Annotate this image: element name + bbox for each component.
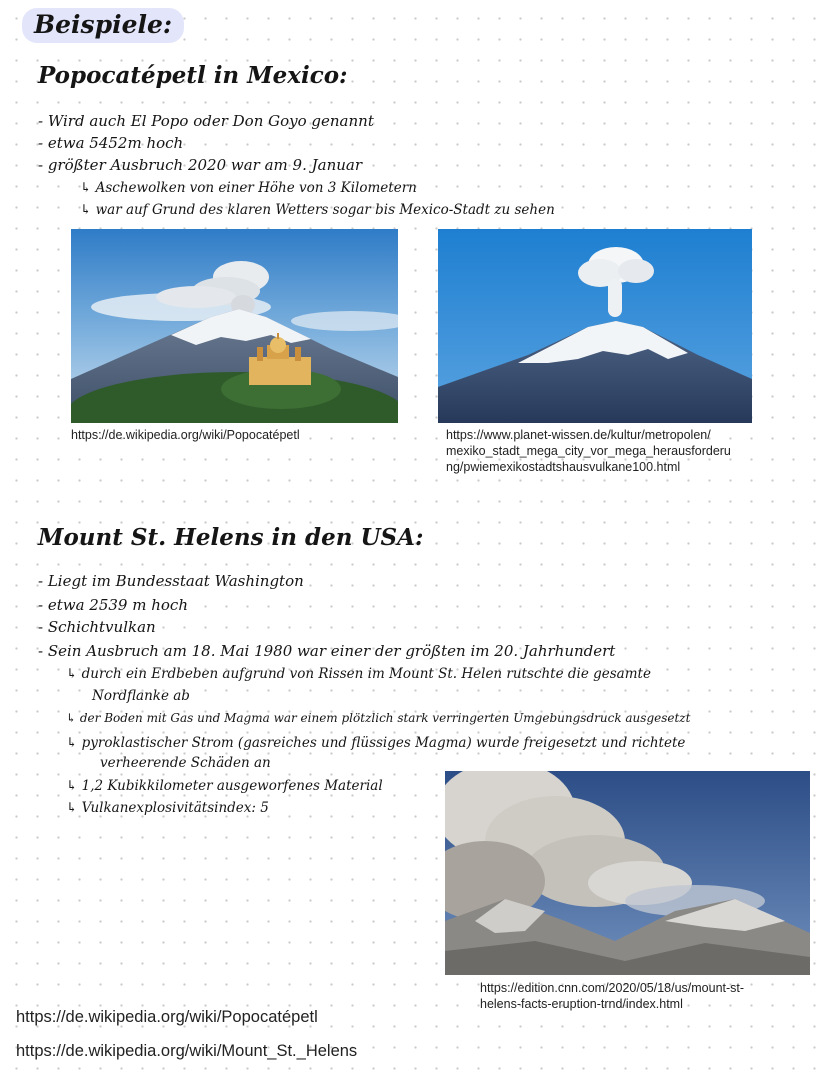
helens-sub-3-cont: verheerende Schäden an xyxy=(100,755,271,771)
helens-bullet-1: - Liegt im Bundesstaat Washington xyxy=(38,572,304,590)
popo-heading: Popocatépetl in Mexico: xyxy=(38,62,348,89)
helens-sub-1-cont: Nordflanke ab xyxy=(92,688,190,704)
popo-bullet-3: - größter Ausbruch 2020 war am 9. Januar xyxy=(38,156,363,174)
popocatepetl-church-photo xyxy=(71,229,398,423)
helens-sub-2: ↳ der Boden mit Gas und Magma war einem plötzlich stark verringerten Umgebungsdruck ausgesetzt xyxy=(66,711,691,725)
popo-caption-right-line-3: ng/pwiemexikostadtshausvulkane100.html xyxy=(446,460,681,474)
page-title: Beispiele: xyxy=(22,8,184,43)
helens-caption-line-1: https://edition.cnn.com/2020/05/18/us/mount-st- xyxy=(480,981,745,995)
mount-st-helens-eruption-photo xyxy=(445,771,810,975)
popo-caption-left: https://de.wikipedia.org/wiki/Popocatépetl xyxy=(71,428,300,442)
helens-bullet-3: - Schichtvulkan xyxy=(38,618,156,636)
helens-bullet-4: - Sein Ausbruch am 18. Mai 1980 war einer der größten im 20. Jahrhundert xyxy=(38,642,616,660)
helens-sub-4: ↳ 1,2 Kubikkilometer ausgeworfenes Material xyxy=(66,778,383,794)
helens-heading: Mount St. Helens in den USA: xyxy=(38,524,424,551)
popo-caption-right-line-1: https://www.planet-wissen.de/kultur/metropolen/ xyxy=(446,428,711,442)
popo-sub-2: ↳ war auf Grund des klaren Wetters sogar bis Mexico-Stadt zu sehen xyxy=(80,202,555,218)
source-link-popocatepetl[interactable]: https://de.wikipedia.org/wiki/Popocatépetl xyxy=(16,1008,318,1026)
popo-bullet-1: - Wird auch El Popo oder Don Goyo genannt xyxy=(38,112,374,130)
helens-sub-3: ↳ pyroklastischer Strom (gasreiches und flüssiges Magma) wurde freigesetzt und richtete xyxy=(66,735,686,751)
popo-bullet-2: - etwa 5452m hoch xyxy=(38,134,184,152)
helens-bullet-2: - etwa 2539 m hoch xyxy=(38,596,188,614)
popo-sub-1: ↳ Aschewolken von einer Höhe von 3 Kilometern xyxy=(80,180,417,196)
popocatepetl-plume-photo xyxy=(438,229,752,423)
helens-caption-line-2: helens-facts-eruption-trnd/index.html xyxy=(480,997,683,1011)
helens-sub-5: ↳ Vulkanexplosivitätsindex: 5 xyxy=(66,800,269,816)
popo-caption-right-line-2: mexiko_stadt_mega_city_vor_mega_herausforderu xyxy=(446,444,731,458)
source-link-mount-st-helens[interactable]: https://de.wikipedia.org/wiki/Mount_St._Helens xyxy=(16,1042,358,1060)
helens-sub-1: ↳ durch ein Erdbeben aufgrund von Rissen im Mount St. Helen rutschte die gesamte xyxy=(66,666,651,682)
